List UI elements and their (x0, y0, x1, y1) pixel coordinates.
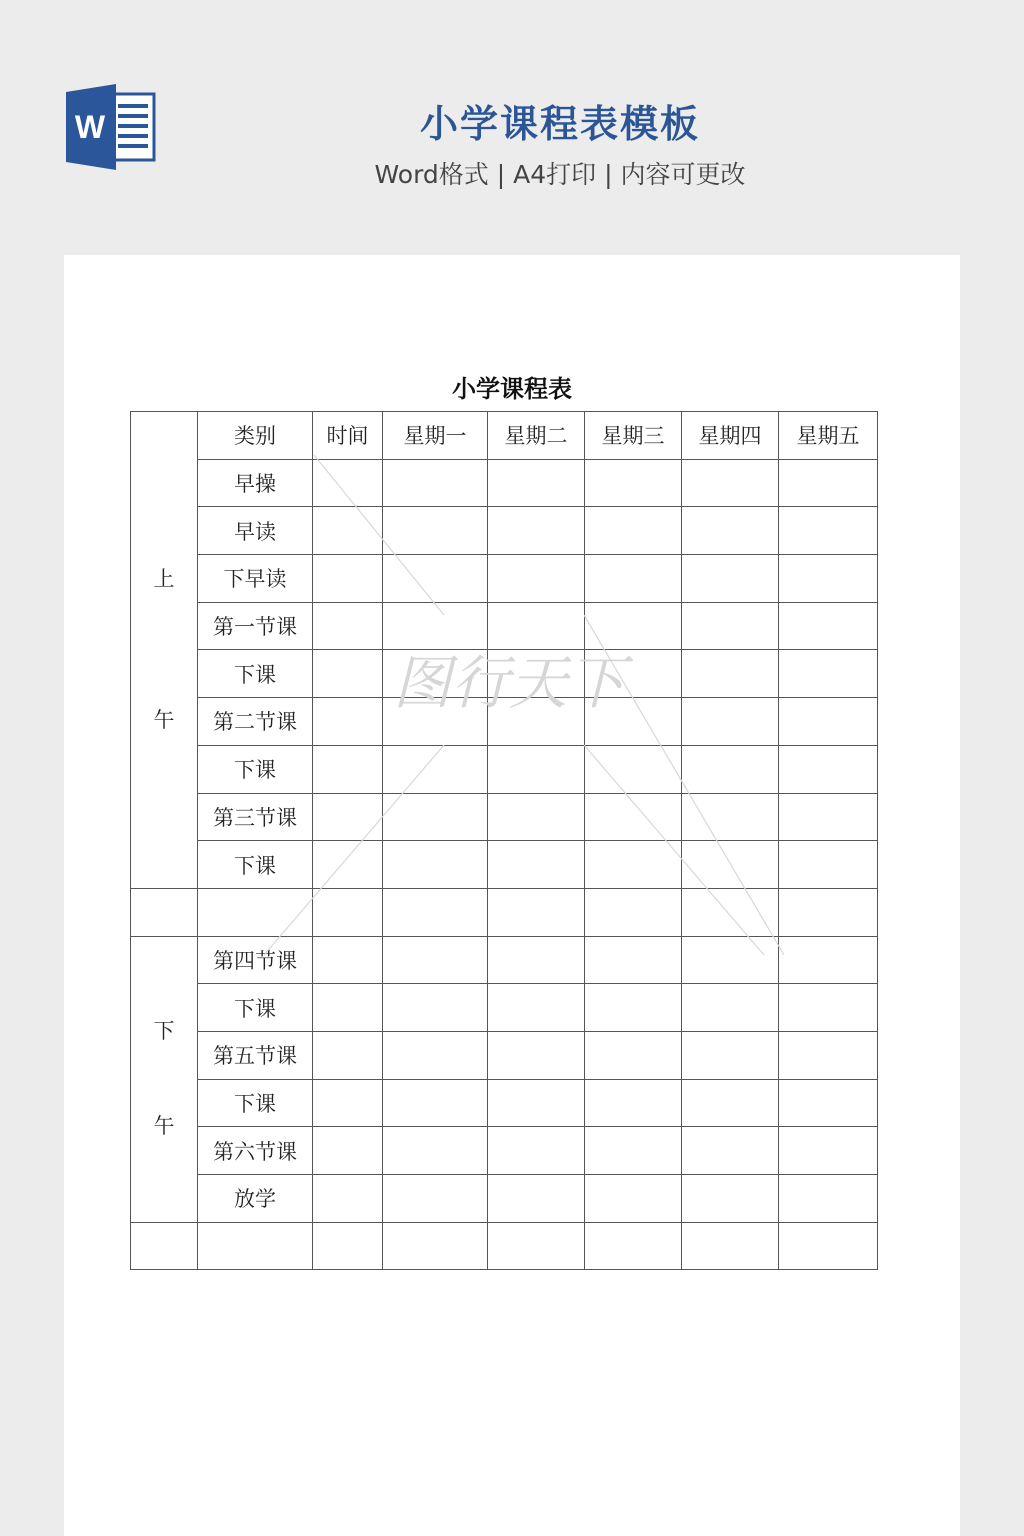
column-header: 星期五 (779, 412, 878, 460)
table-row (131, 507, 878, 555)
row-empty-cell (313, 555, 383, 603)
row-empty-cell (488, 555, 585, 603)
row-empty-cell (585, 984, 682, 1032)
row-empty-cell (779, 507, 878, 555)
column-header: 时间 (313, 412, 383, 460)
row-category-label: 第五节课 (198, 1031, 313, 1079)
row-empty-cell (682, 1127, 779, 1175)
table-header-row (131, 412, 878, 460)
row-empty-cell (682, 459, 779, 507)
row-empty-cell (313, 602, 383, 650)
row-empty-cell (383, 555, 488, 603)
row-empty-cell (585, 602, 682, 650)
blank-empty-cell (488, 888, 585, 936)
blank-empty-cell (779, 888, 878, 936)
schedule-table (130, 411, 878, 1270)
blank-empty-cell (383, 1222, 488, 1270)
blank-empty-cell (198, 1222, 313, 1270)
blank-empty-cell (131, 888, 198, 936)
row-category-label: 下课 (198, 984, 313, 1032)
blank-empty-cell (585, 888, 682, 936)
row-empty-cell (585, 841, 682, 889)
row-empty-cell (313, 984, 383, 1032)
afternoon-label-bottom: 午 (153, 1114, 175, 1139)
row-empty-cell (488, 1175, 585, 1223)
row-empty-cell (682, 984, 779, 1032)
row-empty-cell (779, 793, 878, 841)
row-empty-cell (682, 841, 779, 889)
row-empty-cell (488, 602, 585, 650)
row-empty-cell (313, 1175, 383, 1223)
row-category-label: 放学 (198, 1175, 313, 1223)
row-empty-cell (488, 1079, 585, 1127)
row-empty-cell (779, 1079, 878, 1127)
row-category-label: 第二节课 (198, 698, 313, 746)
afternoon-label-top: 下 (153, 1018, 175, 1043)
row-empty-cell (779, 1031, 878, 1079)
row-empty-cell (779, 936, 878, 984)
row-empty-cell (585, 1175, 682, 1223)
row-empty-cell (682, 1031, 779, 1079)
page-subtitle: Word格式 | A4打印 | 内容可更改 (374, 160, 746, 189)
morning-label-bottom: 午 (153, 707, 175, 732)
row-empty-cell (779, 841, 878, 889)
row-category-label: 早操 (198, 459, 313, 507)
row-empty-cell (383, 650, 488, 698)
blank-empty-cell (488, 1222, 585, 1270)
table-row (131, 1175, 878, 1223)
blank-empty-cell (131, 1222, 198, 1270)
row-empty-cell (383, 841, 488, 889)
row-category-label: 下课 (198, 841, 313, 889)
row-empty-cell (383, 1031, 488, 1079)
row-empty-cell (488, 984, 585, 1032)
column-header: 类别 (198, 412, 313, 460)
row-empty-cell (779, 1127, 878, 1175)
row-empty-cell (488, 841, 585, 889)
row-empty-cell (682, 507, 779, 555)
table-row (131, 745, 878, 793)
row-empty-cell (779, 459, 878, 507)
row-empty-cell (585, 507, 682, 555)
row-empty-cell (383, 793, 488, 841)
morning-label-top: 上 (153, 566, 175, 591)
row-empty-cell (585, 555, 682, 603)
word-icon-letter: W (74, 109, 106, 145)
blank-empty-cell (198, 888, 313, 936)
row-empty-cell (313, 745, 383, 793)
table-row-blank (131, 888, 878, 936)
row-empty-cell (585, 745, 682, 793)
document-title: 小学课程表 (452, 374, 572, 403)
table-row (131, 459, 878, 507)
row-empty-cell (585, 650, 682, 698)
row-empty-cell (313, 1031, 383, 1079)
row-category-label: 下课 (198, 745, 313, 793)
row-empty-cell (585, 936, 682, 984)
row-empty-cell (383, 507, 488, 555)
column-header: 星期四 (682, 412, 779, 460)
row-empty-cell (682, 936, 779, 984)
row-empty-cell (682, 1079, 779, 1127)
row-category-label: 下早读 (198, 555, 313, 603)
blank-empty-cell (313, 1222, 383, 1270)
table-row (131, 1127, 878, 1175)
row-empty-cell (383, 984, 488, 1032)
row-category-label: 下课 (198, 1079, 313, 1127)
column-header: 星期三 (585, 412, 682, 460)
row-empty-cell (313, 507, 383, 555)
row-empty-cell (488, 1031, 585, 1079)
column-header: 星期一 (383, 412, 488, 460)
table-row (131, 1079, 878, 1127)
row-category-label: 第三节课 (198, 793, 313, 841)
word-document-icon (66, 84, 156, 170)
row-empty-cell (313, 936, 383, 984)
afternoon-label-cell (131, 936, 198, 1222)
row-empty-cell (488, 745, 585, 793)
row-empty-cell (682, 650, 779, 698)
blank-empty-cell (682, 888, 779, 936)
row-empty-cell (383, 602, 488, 650)
table-row (131, 984, 878, 1032)
table-row (131, 602, 878, 650)
watermark-text: 图行天下 (392, 649, 626, 717)
row-empty-cell (585, 1127, 682, 1175)
blank-empty-cell (383, 888, 488, 936)
blank-empty-cell (585, 1222, 682, 1270)
row-empty-cell (682, 745, 779, 793)
row-empty-cell (313, 841, 383, 889)
table-row-blank (131, 1222, 878, 1270)
page-title: 小学课程表模板 (419, 102, 700, 146)
table-row (131, 841, 878, 889)
row-empty-cell (682, 793, 779, 841)
table-row (131, 1031, 878, 1079)
row-empty-cell (585, 698, 682, 746)
row-empty-cell (779, 984, 878, 1032)
row-empty-cell (779, 745, 878, 793)
blank-empty-cell (313, 888, 383, 936)
table-row (131, 698, 878, 746)
row-empty-cell (313, 1079, 383, 1127)
table-row (131, 555, 878, 603)
row-empty-cell (383, 459, 488, 507)
row-category-label: 第六节课 (198, 1127, 313, 1175)
row-empty-cell (682, 602, 779, 650)
row-empty-cell (682, 698, 779, 746)
row-empty-cell (313, 459, 383, 507)
row-empty-cell (488, 459, 585, 507)
row-empty-cell (682, 555, 779, 603)
blank-empty-cell (682, 1222, 779, 1270)
row-empty-cell (383, 1079, 488, 1127)
row-empty-cell (383, 1127, 488, 1175)
row-empty-cell (488, 507, 585, 555)
row-empty-cell (585, 459, 682, 507)
column-header: 星期二 (488, 412, 585, 460)
row-empty-cell (585, 793, 682, 841)
row-empty-cell (779, 602, 878, 650)
row-empty-cell (313, 698, 383, 746)
row-empty-cell (585, 1031, 682, 1079)
row-empty-cell (383, 745, 488, 793)
row-empty-cell (682, 1175, 779, 1223)
document-page (64, 255, 960, 1536)
row-empty-cell (779, 555, 878, 603)
row-empty-cell (585, 1079, 682, 1127)
morning-label-cell (131, 412, 198, 889)
row-empty-cell (313, 1127, 383, 1175)
row-empty-cell (779, 650, 878, 698)
row-empty-cell (383, 698, 488, 746)
table-row (131, 936, 878, 984)
row-empty-cell (313, 650, 383, 698)
row-category-label: 第四节课 (198, 936, 313, 984)
row-empty-cell (383, 936, 488, 984)
row-empty-cell (488, 793, 585, 841)
row-empty-cell (313, 793, 383, 841)
row-category-label: 第一节课 (198, 602, 313, 650)
row-empty-cell (488, 650, 585, 698)
row-category-label: 下课 (198, 650, 313, 698)
table-row (131, 793, 878, 841)
row-empty-cell (779, 1175, 878, 1223)
row-empty-cell (488, 1127, 585, 1175)
row-empty-cell (779, 698, 878, 746)
row-empty-cell (488, 936, 585, 984)
row-empty-cell (488, 698, 585, 746)
table-row (131, 650, 878, 698)
blank-empty-cell (779, 1222, 878, 1270)
row-category-label: 早读 (198, 507, 313, 555)
row-empty-cell (383, 1175, 488, 1223)
